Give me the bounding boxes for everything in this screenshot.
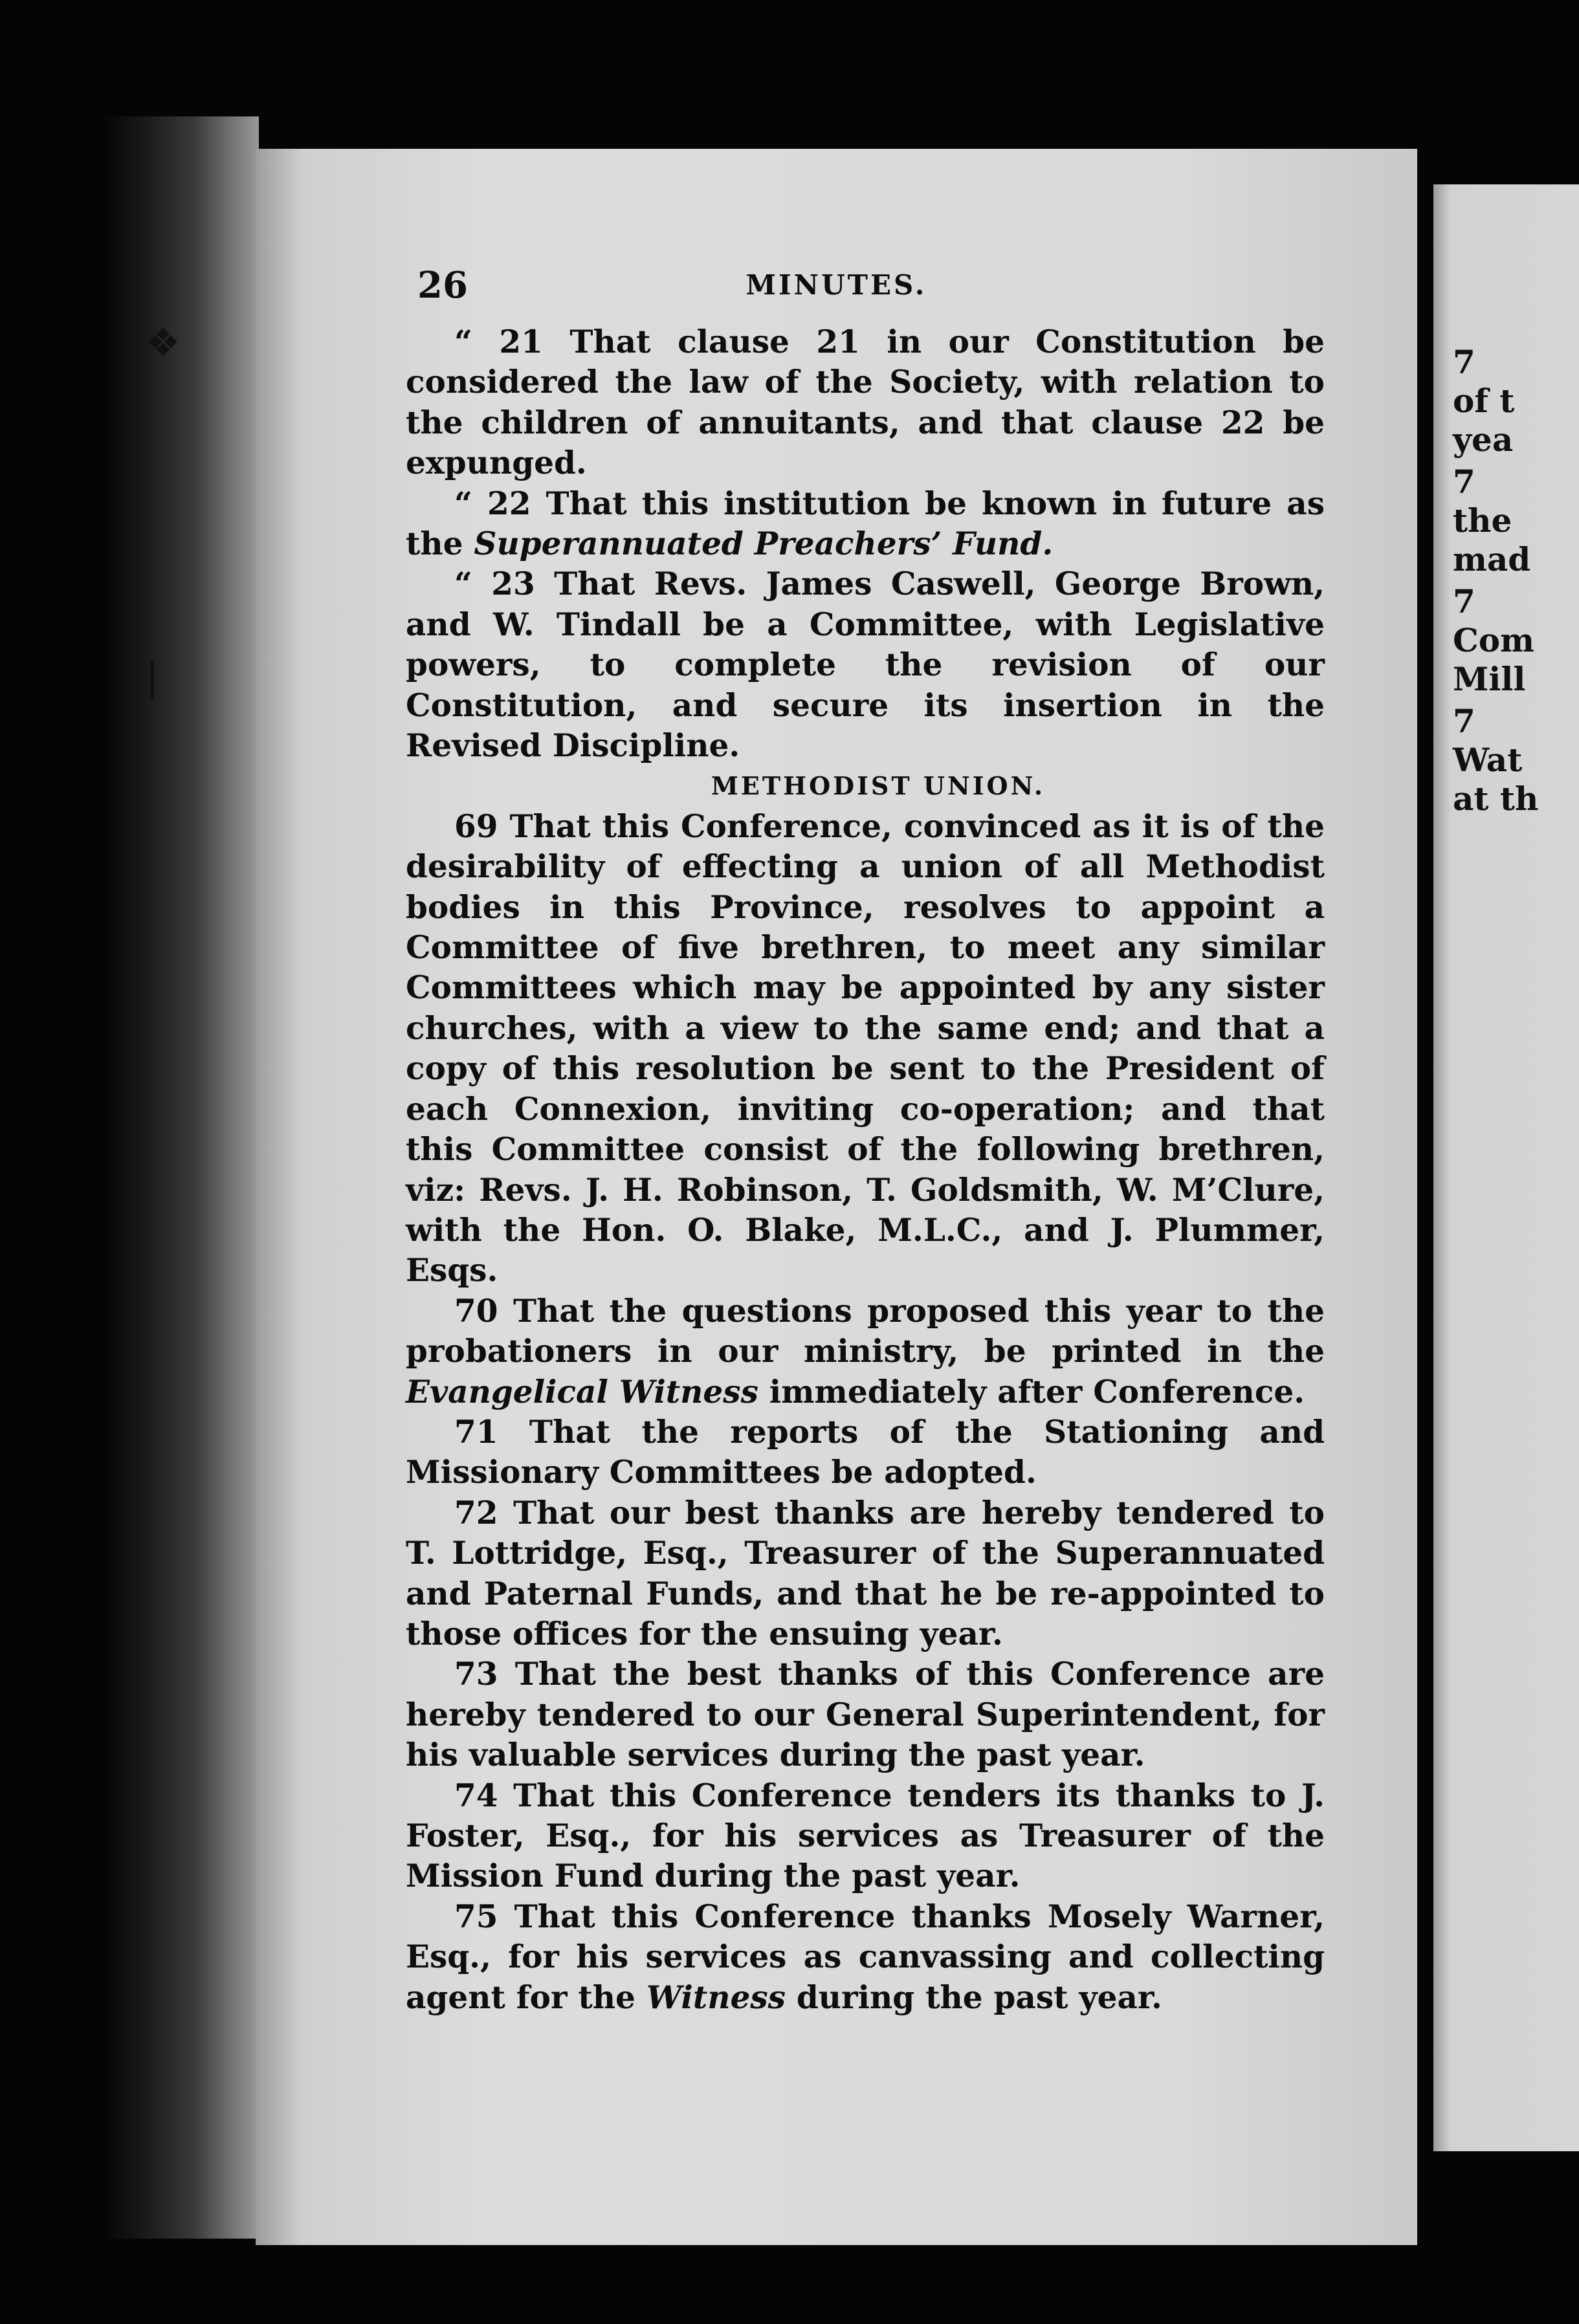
resolutions-before-heading	[406, 322, 1325, 766]
facing-page-fragment: yea	[1453, 421, 1514, 459]
facing-page-fragment: Com	[1453, 621, 1535, 659]
facing-page-fragment: 7	[1453, 702, 1475, 740]
resolution-paragraph: 69 That this Conference, convinced as it is of the desirability of effecting a union of all Methodist bodies in this Province, resolves to appoint a Committee of five brethren, to meet any similar Committees which may be appointed by any sister churches, with a view to the same end; and that a copy of this resolution be sent to the President of each Connexion, inviting co-operation; and that this Committee consist of the following brethren, viz: Revs. J. H. Robinson, T. Goldsmith, W. M’Clure, with the Hon. O. Blake, M.L.C., and J. Plummer, Esqs.	[406, 807, 1325, 1289]
resolution-paragraph: 71 That the reports of the Stationing and Missionary Committees be adopted.	[406, 1413, 1325, 1491]
facing-page-fragment: Mill	[1453, 660, 1526, 698]
facing-page-fragment: mad	[1453, 540, 1531, 578]
italic-title: Witness	[646, 1979, 786, 2016]
resolution-paragraph: 74 That this Conference tenders its thanks to J. Foster, Esq., for his services as Treasurer of the Mission Fund during the past year.	[406, 1777, 1325, 1895]
resolution-paragraph: 72 That our best thanks are hereby tendered to T. Lottridge, Esq., Treasurer of the Superannuated and Paternal Funds, and that he be re-appointed to those offices for the ensuing year.	[406, 1494, 1325, 1652]
page-header	[256, 264, 1417, 316]
facing-page-fragment: 7	[1453, 582, 1475, 620]
facing-page-fragment: at th	[1453, 780, 1539, 818]
running-head: MINUTES.	[745, 269, 927, 301]
facing-page-fragment: the	[1453, 501, 1512, 540]
book-binding-gutter	[97, 116, 259, 2239]
margin-mark: ❖	[146, 320, 181, 366]
body-text	[406, 322, 1325, 2018]
page-number: 26	[417, 264, 468, 307]
resolution-paragraph: “ 22 That this institution be known in future as the Superannuated Preachers’ Fund.	[406, 485, 1325, 563]
resolution-paragraph: 75 That this Conference thanks Mosely Warner, Esq., for his services as canvassing and collecting agent for the Witness during the past year.	[406, 1898, 1325, 2016]
facing-page-fragment: of t	[1453, 382, 1515, 420]
resolution-paragraph: 73 That the best thanks of this Conference are hereby tendered to our General Superintendent, for his valuable services during the past year.	[406, 1656, 1325, 1774]
facing-page-fragment: 7	[1453, 343, 1475, 381]
facing-page-edge	[1433, 184, 1579, 2151]
resolution-paragraph: “ 23 That Revs. James Caswell, George Brown, and W. Tindall be a Committee, with Legislative powers, to complete the revision of our Constitution, and secure its insertion in the Revised Discipline.	[406, 565, 1325, 765]
resolutions-after-heading	[406, 807, 1325, 2018]
section-heading: METHODIST UNION.	[711, 771, 1046, 801]
resolution-paragraph: “ 21 That clause 21 in our Constitution be considered the law of the Society, with relation to the children of annuitants, and that clause 22 be expunged.	[406, 323, 1325, 482]
book-page	[136, 149, 1417, 2245]
italic-title: Evangelical Witness	[406, 1373, 758, 1410]
resolution-paragraph: 70 That the questions proposed this year to the probationers in our ministry, be printed in the Evangelical Witness immediately after Conference.	[406, 1292, 1325, 1410]
facing-page-fragment: 7	[1453, 463, 1475, 501]
facing-page-fragment: Wat	[1453, 741, 1523, 779]
margin-mark: ❘	[136, 653, 169, 699]
italic-title: Superannuated Preachers’ Fund.	[474, 525, 1054, 563]
